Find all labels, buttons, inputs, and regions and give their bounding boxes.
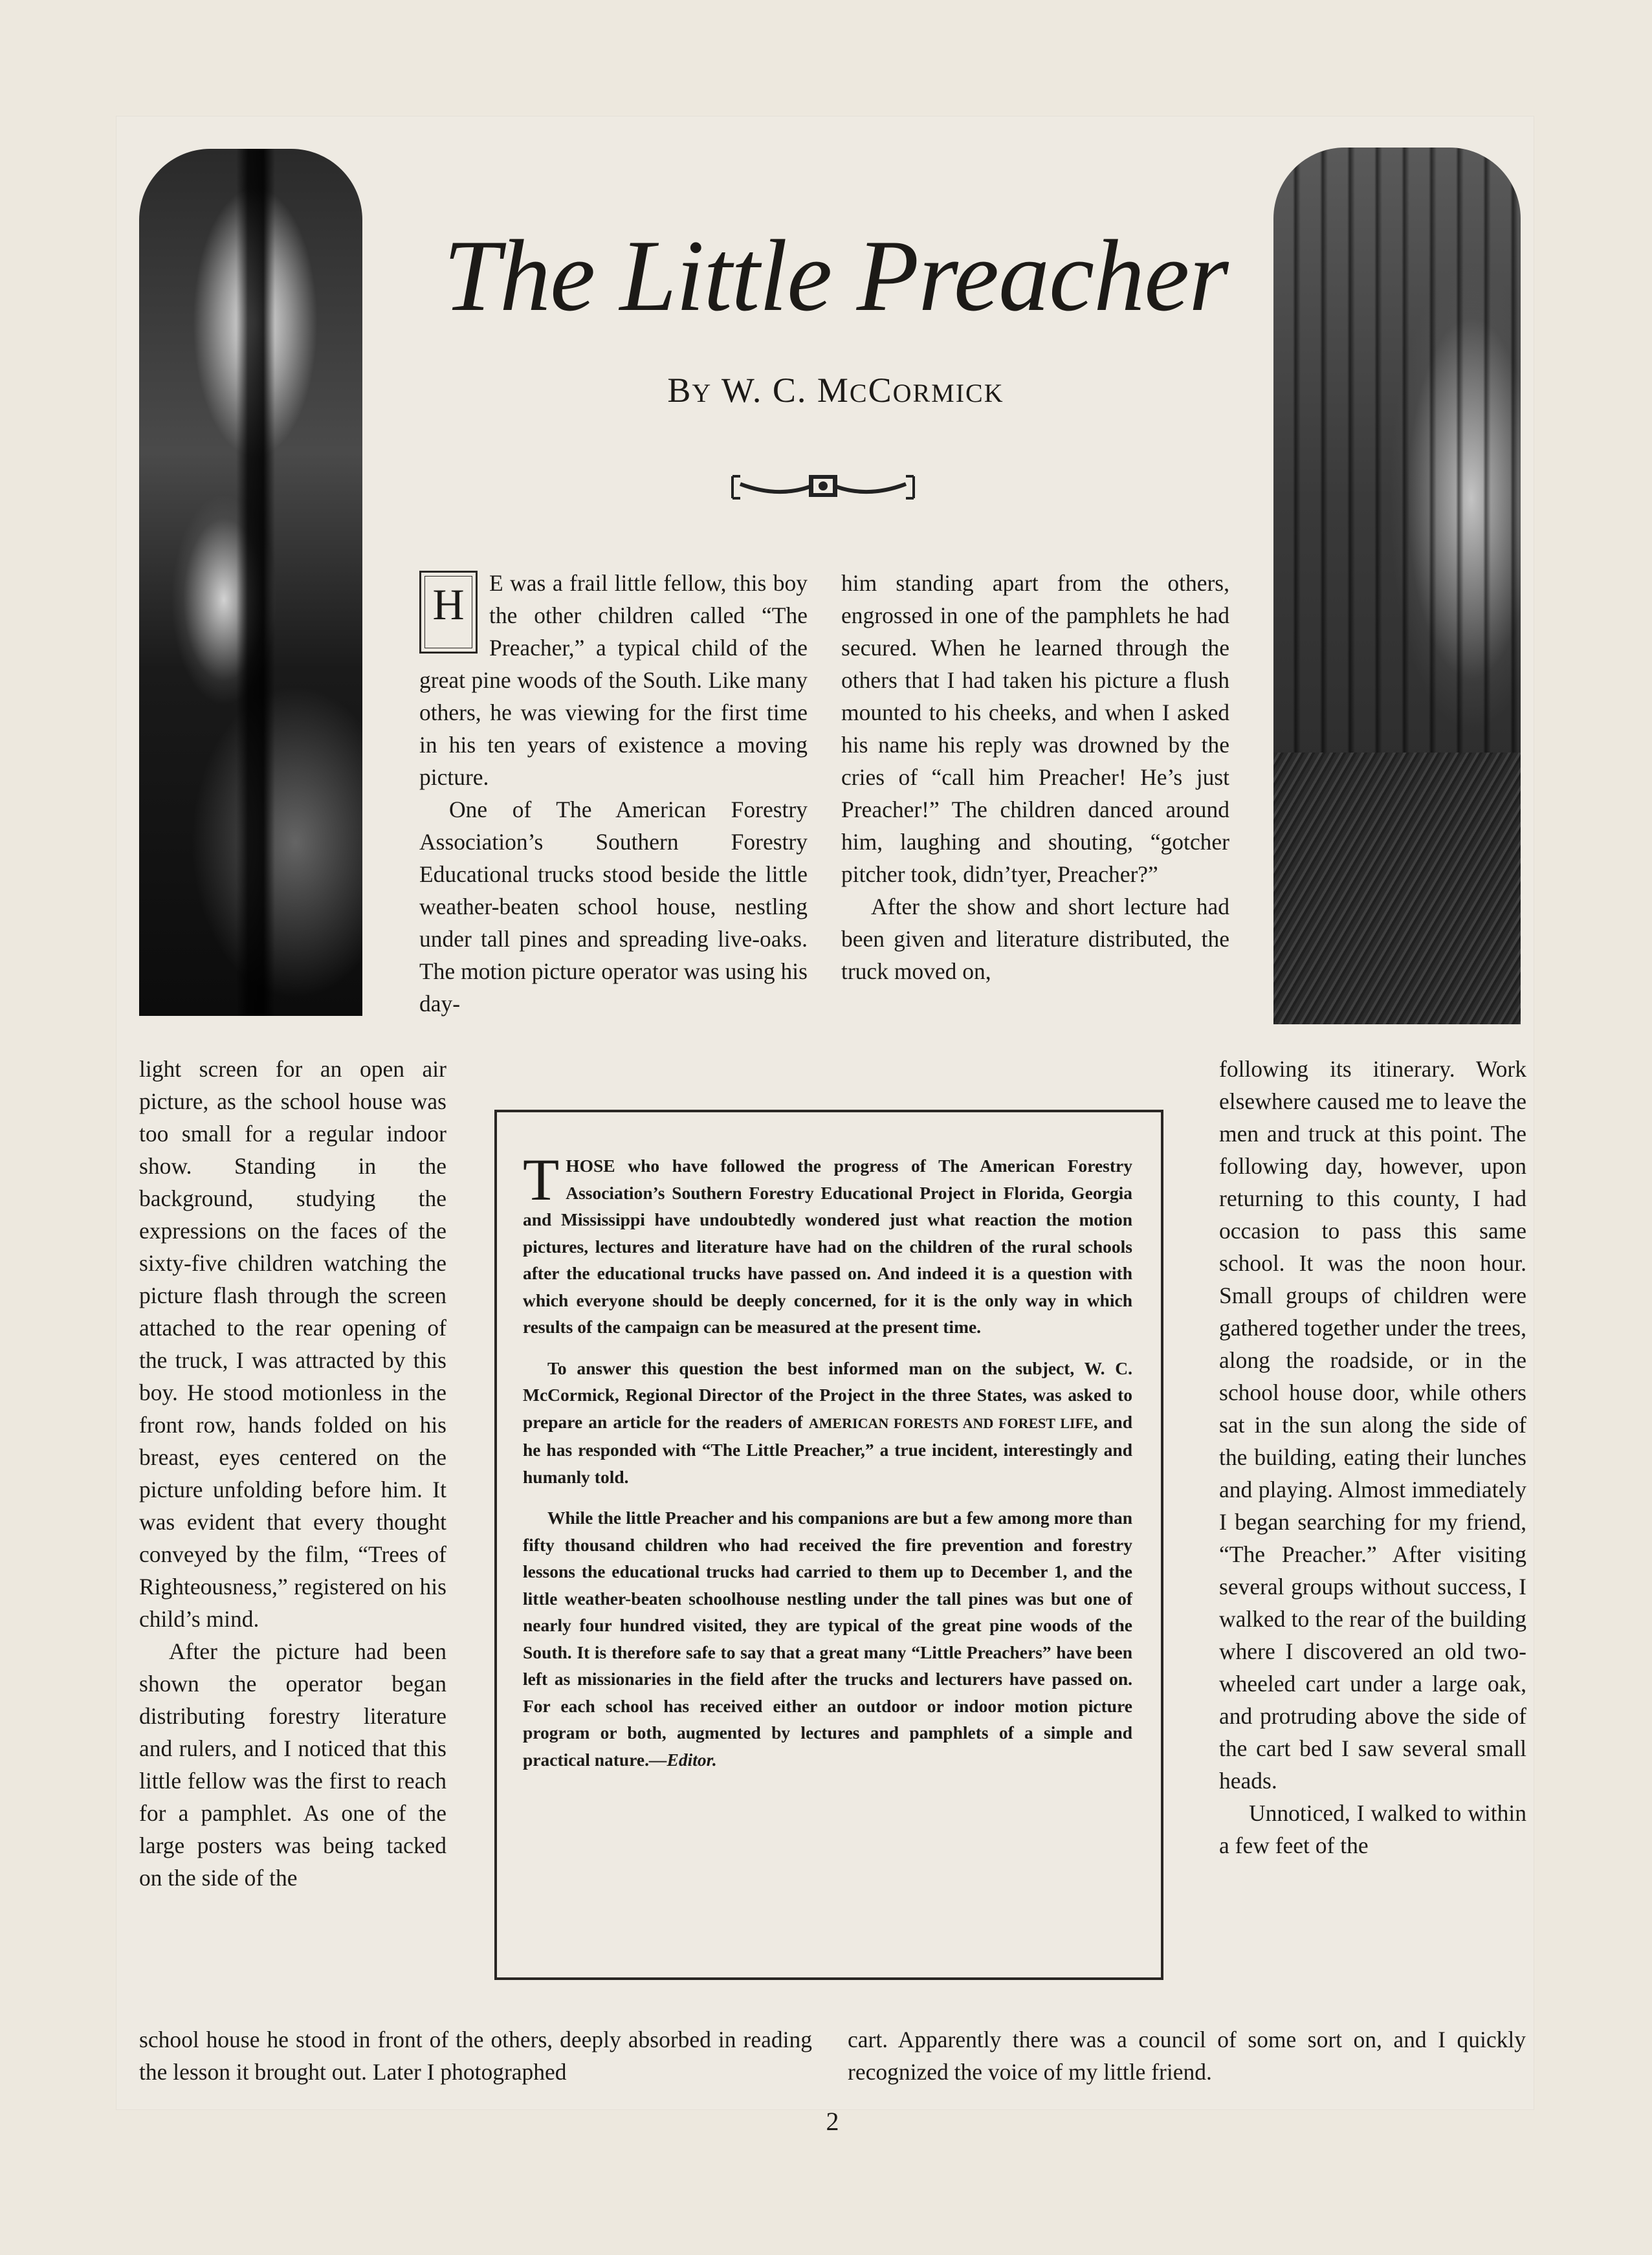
page-number: 2 [826, 2107, 839, 2136]
magazine-name: AMERICAN FORESTS AND FOREST LIFE [808, 1414, 1094, 1431]
paragraph: One of The American Forestry Association’s Southern Forestry Educational trucks stood beside the little weather-beaten school house, nestling under tall pines and spreading live-oaks. The motion picture operator was using his day- [419, 797, 808, 1017]
column-1-top [419, 567, 808, 1020]
paragraph: After the show and short lecture had been given and literature distributed, the truck moved on, [841, 894, 1229, 984]
article-title: The Little Preacher [443, 219, 1228, 333]
drop-cap: H [419, 571, 478, 654]
editor-signature: —Editor. [649, 1749, 717, 1770]
paragraph: him standing apart from the others, engrossed in one of the pamphlets he had secured. When he learned through the others that I had taken his picture a flush mounted to his cheeks, and when I asked his name his reply was drowned by the cries of “call him Preacher! He’s just Preacher!” The children danced around him, laughing and shouting, “gotcher pitcher took, didn’tyer, Preacher?” [841, 570, 1229, 887]
paragraph: following its itinerary. Work elsewhere caused me to leave the men and truck at this point. The following day, however, upon returning to this county, I had occasion to pass this same school. It was the noon hour. Small groups of children were gathered together under the trees, along the roadside, or in the school house door, while others sat in the sun along the side of the building, eating their lunches and playing. Almost immediately I began searching for my friend, “The Preacher.” After visiting several groups without success, I walked to the rear of the building where I discovered an old two-wheeled cart under a large oak, and protruding above the side of the cart bed I saw several small heads. [1219, 1056, 1526, 1794]
column-2-top [841, 567, 1229, 987]
editor-note-initial: T [523, 1147, 560, 1213]
paragraph: E was a frail little fellow, this boy the other children called “The Preacher,” a typical child of the great pine woods of the South. Like many others, he was viewing for the first time in his ten years of existence a moving picture. [419, 570, 808, 790]
column-left-lower [139, 1053, 446, 1894]
ornament-divider-icon [726, 465, 920, 505]
paragraph: light screen for an open air picture, as the school house was too small for a regular indoor show. Standing in the background, studying the expressions on the faces of the sixty-five children watching the picture flash through the screen attached to the rear opening of the truck, I was attracted by this boy. He stood motionless in the front row, hands folded on his breast, eyes centered on the picture unfolding before him. It was evident that every thought conveyed by the film, “Trees of Righteousness,” registered on his child’s mind. [139, 1056, 446, 1632]
editor-note-paragraph: THOSE who have followed the progress of The American Forestry Association’s Southern Forestry Educational Project in Florida, Georgia and Mississippi have undoubtedly wondered just what reaction the motion pictures, lectures and literature have had on the children of the rural schools after the educational trucks have passed on. And indeed it is a question with which everyone should be deeply concerned, for it is the only way in which results of the campaign can be measured at the present time. [523, 1147, 1132, 1337]
paragraph: Unnoticed, I walked to within a few feet of the [1219, 1800, 1526, 1858]
bottom-right-text: cart. Apparently there was a council of some sort on, and I quickly recognized the voice of my little friend. [848, 2027, 1526, 2085]
bottom-left-text: school house he stood in front of the others, deeply absorbed in reading the lesson it brought out. Later I photographed [139, 2027, 812, 2085]
paragraph: After the picture had been shown the operator began distributing forestry literature and rulers, and I noticed that this little fellow was the first to reach for a pamphlet. As one of the large posters was being tacked on the side of the [139, 1638, 446, 1891]
column-right-lower [1219, 1053, 1526, 1862]
editor-note-paragraph: To answer this question the best informed man on the subject, W. C. McCormick, Regional Director of the Project in the three States, was asked to prepare an article for the readers of AMERICAN FORESTS AND FOREST LIFE, and he has responded with “The Little Preacher,” a true incident, interestingly and humanly told. [523, 1358, 1133, 1487]
editor-note-paragraph: While the little Preacher and his companions are but a few among more than fifty thousand children who had received the fire prevention and forestry lessons the educational trucks had carried to them up to December 1, and the little weather-beaten schoolhouse nestling under the tall pines was but one of nearly four hundred visited, they are typical of the great pine woods of the South. It is therefore safe to say that a great many “Little Preachers” have been left as missionaries in the field after the trucks and lecturers have passed on. For each school has received either an outdoor or indoor motion picture program or both, augmented by lectures and pamphlets of a simple and practical nature.—Editor. [523, 1508, 1132, 1770]
byline: BY W. C. MCCORMICK [667, 371, 1004, 410]
editor-note-box [494, 1110, 1163, 1980]
